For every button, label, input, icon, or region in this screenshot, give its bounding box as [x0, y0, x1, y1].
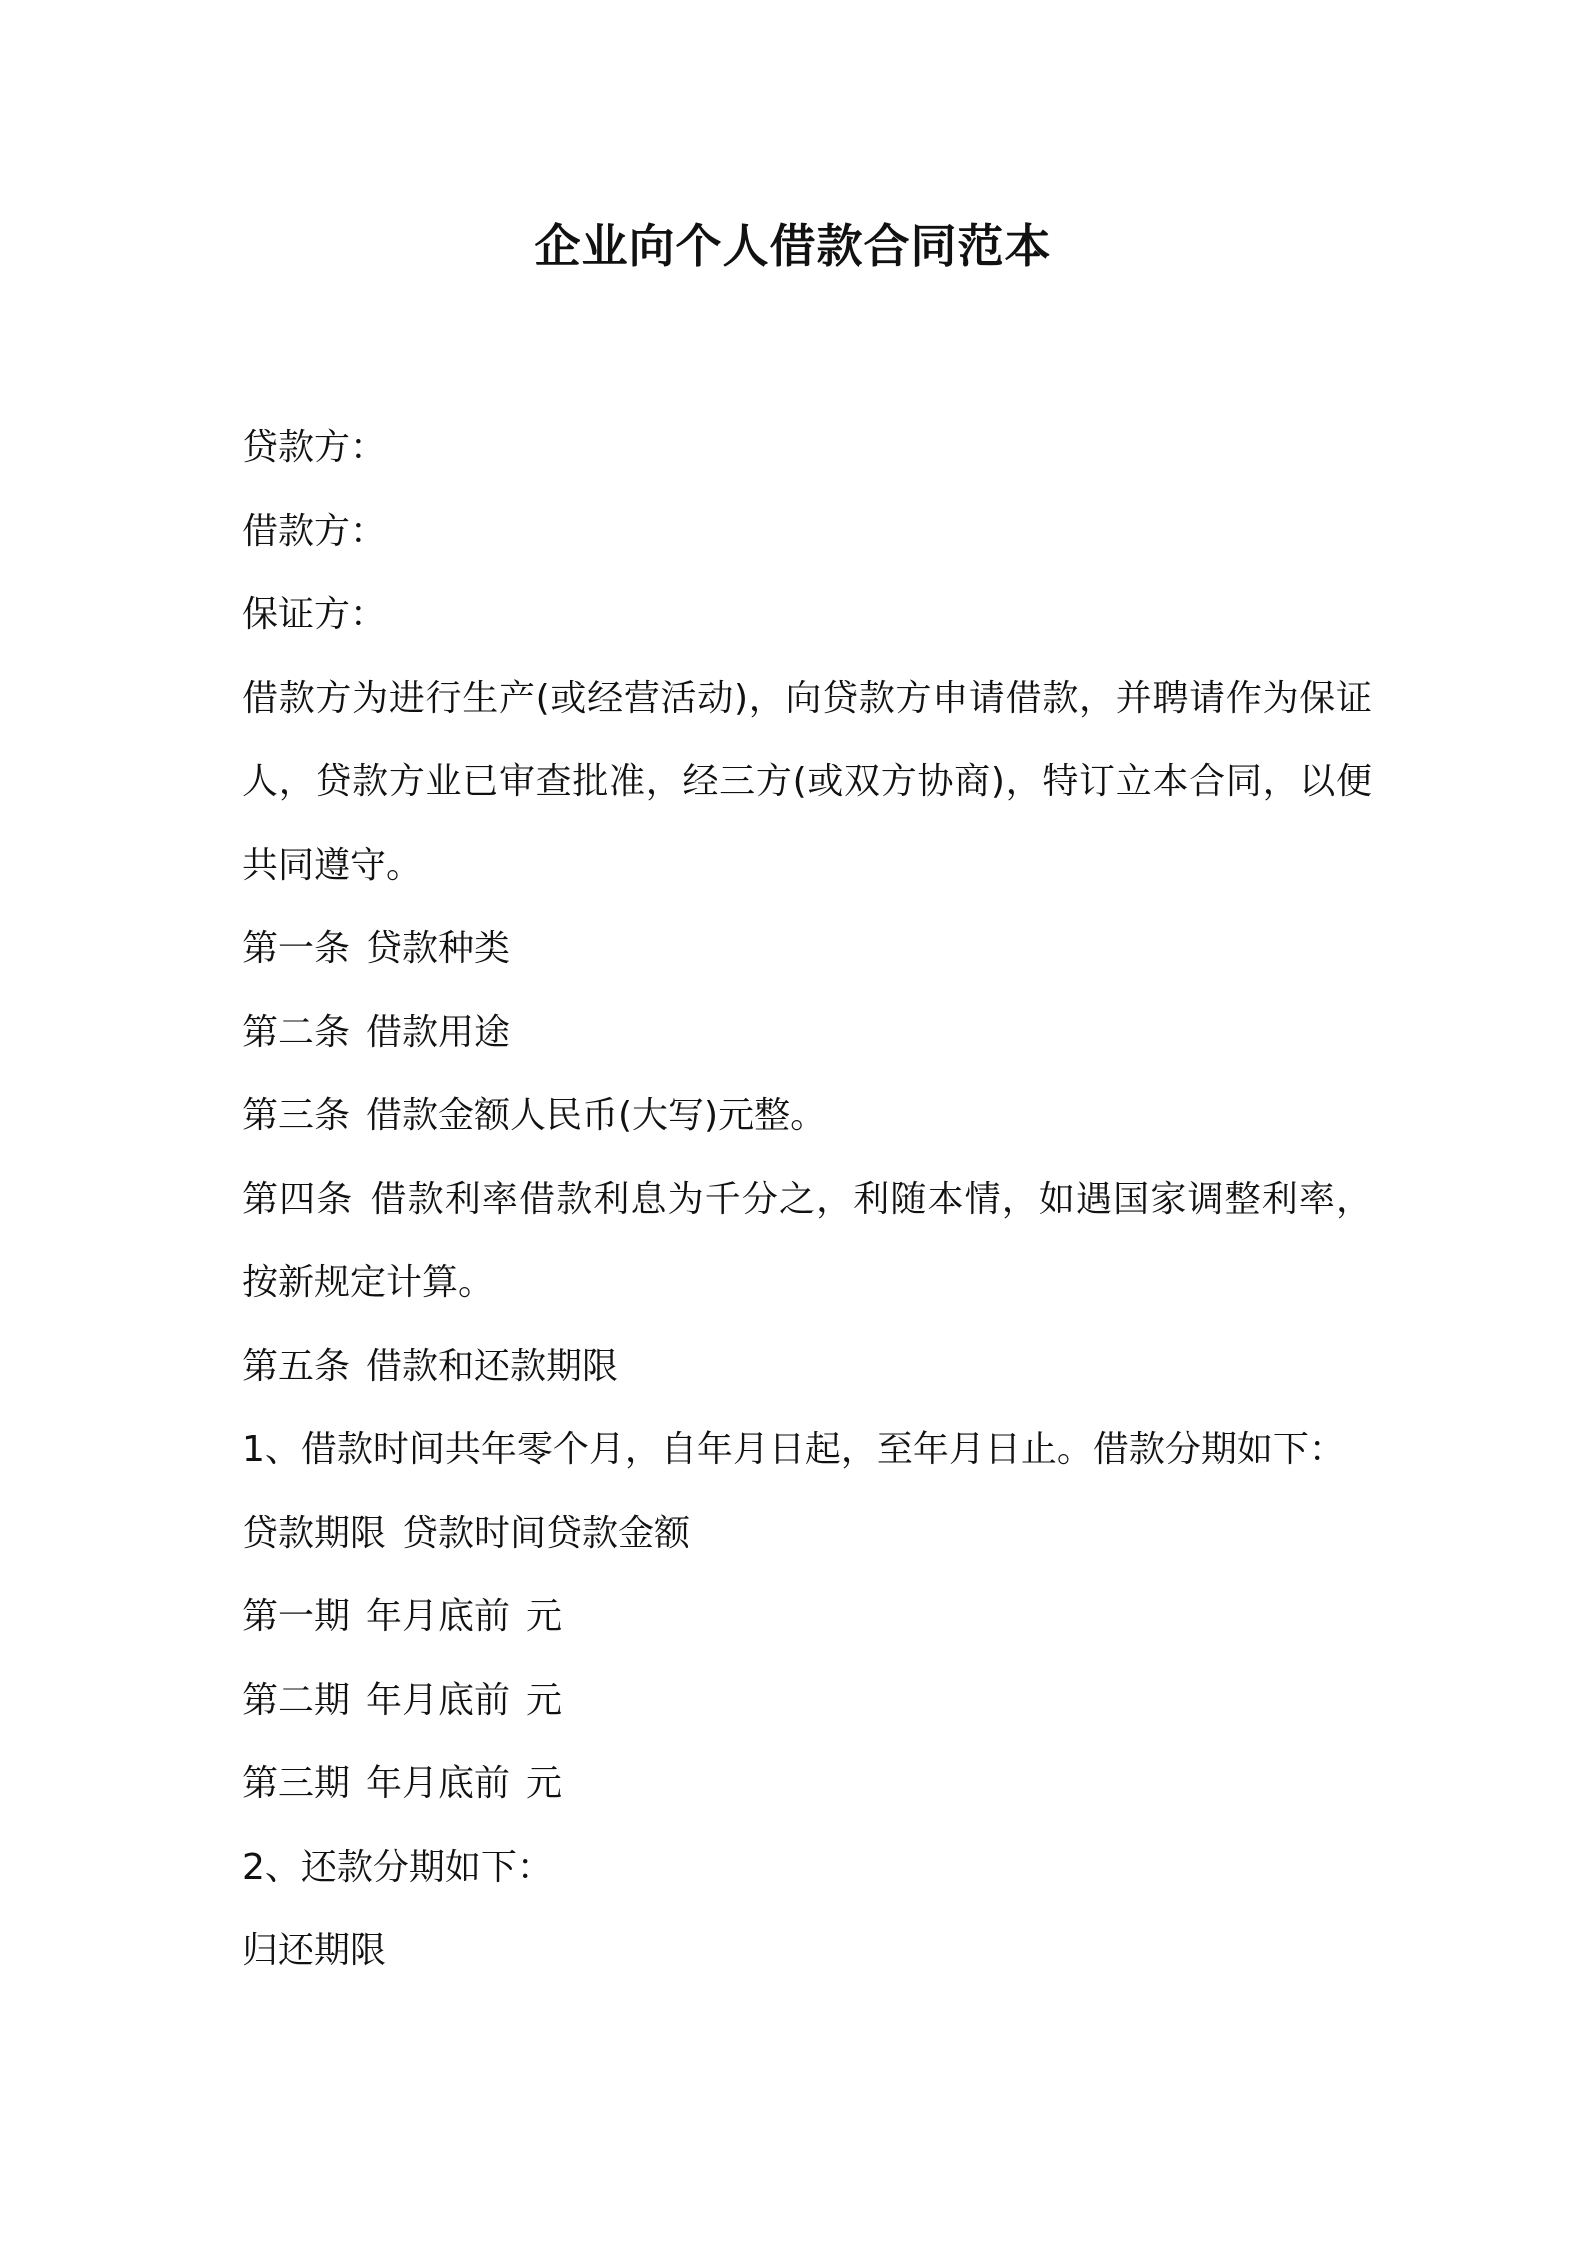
installment-period: 第二期: [242, 1679, 351, 1721]
article-text: 借款和还款期限: [366, 1345, 619, 1387]
installment-period: 第三期: [242, 1763, 351, 1804]
article-text: 贷款种类: [366, 928, 511, 969]
article-number: 第一条: [242, 928, 351, 969]
installment-row: [242, 1659, 1372, 1743]
article-text: 借款利率借款利息为千分之，利随本情，如遇国家调整利率，按新规定计算。: [242, 1178, 1372, 1303]
guarantor-line: 保证方：: [242, 594, 387, 635]
installment-amount: 元: [526, 1763, 563, 1804]
article-text: 借款用途: [366, 1011, 511, 1053]
clause-1: 1、借款时间共年零个月，自年月日起，至年月日止。借款分期如下：: [242, 1429, 1345, 1470]
installment-row: [242, 1575, 1372, 1659]
article-number: 第四条: [242, 1178, 354, 1220]
clause-2: 2、还款分期如下：: [242, 1846, 553, 1888]
lender-line: 贷款方：: [242, 427, 387, 468]
article-3: [242, 1074, 1372, 1158]
document-title: 企业向个人借款合同范本: [534, 219, 1052, 273]
preamble-paragraph: 借款方为进行生产(或经营活动)，向贷款方申请借款，并聘请作为保证人，贷款方业已审查批准，经三方(或双方协商)，特订立本合同，以便共同遵守。: [242, 677, 1372, 886]
article-number: 第二条: [242, 1011, 351, 1053]
document-body: [242, 406, 1372, 1993]
article-1: [242, 907, 1372, 991]
installment-table-header: [242, 1492, 1372, 1576]
installment-time: 年月底前: [366, 1763, 511, 1804]
header-time-amount: 贷款时间贷款金额: [402, 1512, 691, 1554]
header-period: 贷款期限: [242, 1512, 387, 1554]
installment-amount: 元: [526, 1679, 563, 1721]
installment-amount: 元: [526, 1596, 563, 1637]
article-number: 第三条: [242, 1095, 351, 1136]
repay-header: 归还期限: [242, 1930, 387, 1971]
article-4: [242, 1158, 1372, 1325]
installment-time: 年月底前: [366, 1596, 511, 1637]
installment-row: [242, 1742, 1372, 1826]
installment-time: 年月底前: [366, 1679, 511, 1721]
article-number: 第五条: [242, 1345, 351, 1387]
borrower-line: 借款方：: [242, 510, 387, 552]
article-text: 借款金额人民币(大写)元整。: [366, 1095, 827, 1136]
installment-period: 第一期: [242, 1596, 351, 1637]
article-5: [242, 1325, 1372, 1409]
article-2: [242, 991, 1372, 1075]
